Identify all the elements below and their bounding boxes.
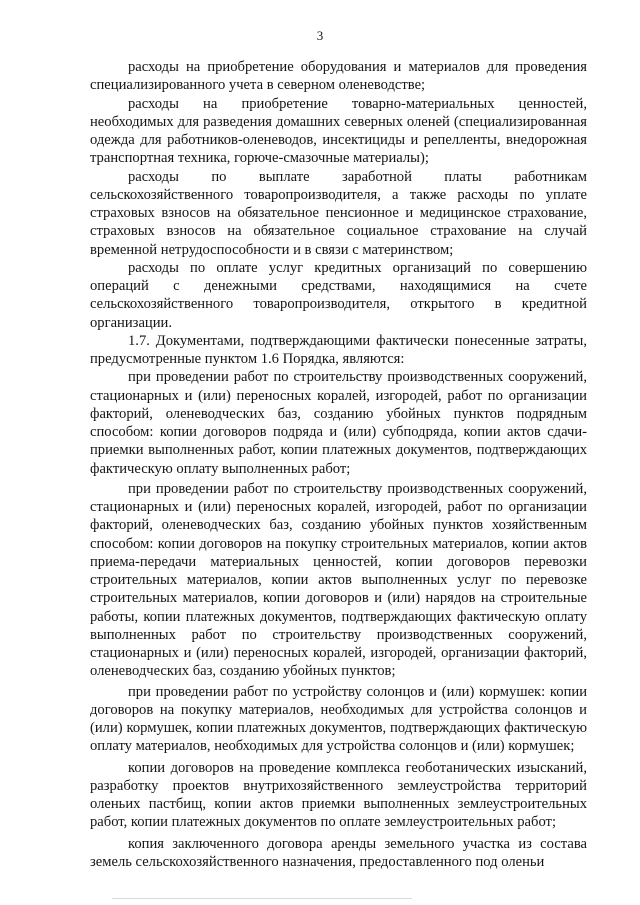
paragraph-land-lease: копия заключенного договора аренды земельного участка из состава земель сельскохозяйственного назначения, предоставленного под оленьи [90,835,587,870]
paragraph-geobotanical-surveys: копии договоров на проведение комплекса геоботанических изысканий, разработку проектов внутрихозяйственного землеустройства территорий оленьих пастбищ, копии актов приемки выполненных землеустроительных работ, копии платежных документов по оплате землеустроительных работ; [90,759,587,831]
scan-edge-line [112,898,412,899]
paragraph-bank-services-expenses: расходы по оплате услуг кредитных организаций по совершению операций с денежными средствами, находящимися на счете сельскохозяйственного товаропроизводителя, открытого в кредитной организации. [90,259,587,331]
document-body [90,58,587,871]
page-number: 3 [316,28,324,43]
paragraph-equipment-expenses: расходы на приобретение оборудования и материалов для проведения специализированного учета в северном оленеводстве; [90,59,587,94]
paragraph-own-construction: при проведении работ по строительству производственных сооружений, стационарных и (или) переносных коралей, изгородей, работ по организации факторий, оленеводческих баз, созданию убойных пунктов хозяйственным способом: копии договоров на покупку строительных материалов, копии актов приема-передачи материальных ценностей, копии договоров перевозки строительных материалов, копии актов выполненных услуг по перевозке строительных материалов, копии договоров и (или) нарядов на строительные работы, копии платежных документов, подтверждающих фактическую оплату выполненных работ по строительству производственных сооружений, стационарных и (или) переносных коралей, изгородей, организации факторий, оленеводческих баз, созданию убойных пунктов; [90,480,587,680]
paragraph-salt-licks-feeders: при проведении работ по устройству солонцов и (или) кормушек: копии договоров на покупку материалов, необходимых для устройства солонцов и (или) кормушек, копии платежных документов, подтверждающих фактическую оплату материалов, необходимых для устройства солонцов и (или) кормушек; [90,683,587,755]
paragraph-section-1-7: 1.7. Документами, подтверждающими фактически понесенные затраты, предусмотренные пунктом 1.6 Порядка, являются: [90,332,587,367]
paragraph-material-values-expenses: расходы на приобретение товарно-материальных ценностей, необходимых для разведения домашних северных оленей (специализированная одежда для работников-оленеводов, инсектициды и репелленты, внедорожная транспортная техника, горюче-смазочные материалы); [90,95,587,167]
paragraph-contract-construction: при проведении работ по строительству производственных сооружений, стационарных и (или) переносных коралей, изгородей, работ по организации факторий, оленеводческих баз, созданию убойных пунктов подрядным способом: копии договоров подряда и (или) субподряда, копии актов сдачи-приемки выполненных работ, копии платежных документов, подтверждающих фактическую оплату выполненных работ; [90,369,587,477]
paragraph-salary-expenses: расходы по выплате заработной платы работникам сельскохозяйственного товаропроизводителя, а также расходы по уплате страховых взносов на обязательное пенсионное и медицинское страхование, страховых взносов на обязательное социальное страхование на случай временной нетрудоспособности и в связи с материнством; [90,168,587,258]
